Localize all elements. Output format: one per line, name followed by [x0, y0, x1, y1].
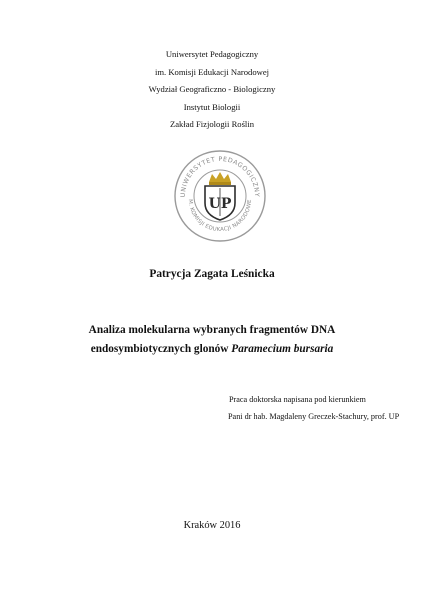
supervisor-line-1: Praca doktorska napisana pod kierunkiem [229, 395, 366, 404]
department-name: Zakład Fizjologii Roślin [169, 119, 255, 130]
seal-monogram: UP [208, 196, 232, 212]
thesis-title-prefix: endosymbiotycznych glonów [90, 343, 229, 355]
crown-icon [209, 172, 231, 185]
faculty-name: Wydział Geograficzno - Biologiczny [148, 84, 276, 95]
thesis-title-line-2 [0, 340, 424, 359]
seal-ring-top-text: UNIWERSYTET PEDAGOGICZNY [179, 155, 261, 198]
thesis-title [0, 321, 424, 359]
university-patron: im. Komisji Edukacji Narodowej [154, 66, 270, 77]
thesis-title-line-1: Analiza molekularna wybranych fragmentów DNA [88, 324, 336, 336]
institute-name: Instytut Biologii [183, 101, 241, 112]
supervisor-line-2: Pani dr hab. Magdaleny Greczek-Stachury, prof. UP [228, 412, 400, 422]
seal-graphic [172, 148, 268, 244]
university-name: Uniwersytet Pedagogiczny [165, 49, 259, 59]
university-seal-logo [172, 148, 268, 244]
place-and-year: Kraków 2016 [183, 520, 241, 531]
institution-header [0, 46, 424, 134]
thesis-title-species: Paramecium bursaria [231, 343, 334, 355]
seal-ring-bottom-text: M. KOMISJI EDUKACJI NARODOWE [186, 199, 254, 234]
supervisor-note [229, 391, 419, 426]
author-name: Patrycja Zagata Leśnicka [149, 268, 275, 280]
